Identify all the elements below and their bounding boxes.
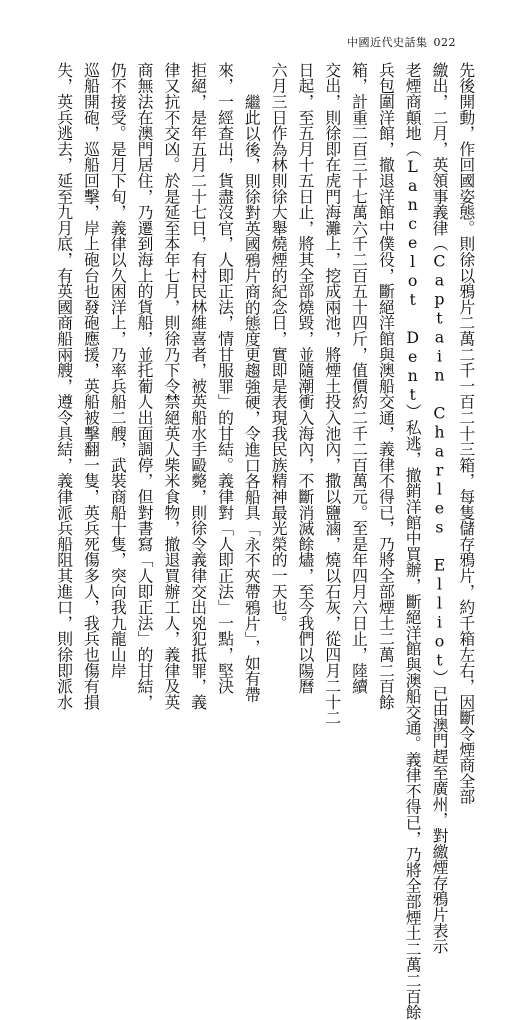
text-column: 六月三日作為林則徐大舉燒煙的紀念日，實即是表現我民族精神最光榮的一天也。 <box>269 62 289 631</box>
text-column: 失，英兵逃去，延至九月底，有英國商船兩艘，遵令具結，義律派兵船阻其進口，則徐即派水 <box>54 62 74 710</box>
text-column: 拒絕，是年五月二十七日，有村民林維喜者，被英船水手毆斃，則徐令義律交出兇犯抵罪，義 <box>188 62 208 710</box>
text-column: 兵包圍洋館，撤退洋館中僕役，斷絕洋館與澳船交通，義律不得已，乃將全部煙土二萬二百餘 <box>376 62 396 710</box>
page-number: 022 <box>433 36 456 49</box>
text-column: 律又抗不交凶。於是延至本年七月，則徐乃下令禁絕英人柴米食物，撤退買辦工人，義律及英 <box>161 62 181 710</box>
text-column: 仍不接受。是月下旬，義律以久困洋上，乃率兵船二艘，武裝商船十隻，突向我九龍山岸 <box>108 62 128 679</box>
paragraph-start-column: 繼此以後，則徐對英國鴉片商的態度更趨強硬，令進口各船具「永不夾帶鴉片」，如有帶 <box>242 93 262 702</box>
text-column: 來，一經查出，貨盡沒官，人即正法，情甘服罪」的甘結。義律對「人即正法」一點，堅決 <box>215 62 235 694</box>
text-column: 日起，至五月十五日止，將其全部燒毀，並隨潮衝入海內，不斷消滅餘燼，至今我們以陽曆 <box>295 62 315 694</box>
vertical-text-body <box>52 62 478 1020</box>
text-column: 巡船開砲，巡船回擊，岸上砲台也發砲應援，英船被擊翻一隻，英兵死傷多人，我兵也傷有損 <box>81 62 101 710</box>
text-column: 交出，則徐即在虎門海灘上，挖成兩池，將煙土投入池內，撒以鹽滷，燒以石灰，從四月二十二 <box>322 62 342 726</box>
text-column: 商無法在澳門居住，乃遷到海上的貨船，並托葡人出面調停，但對書寫「人即正法」的甘結， <box>135 62 155 710</box>
text-column: 老煙商顛地（Lancelot Dent）私逃，撤銷洋館中買辦，斷絕洋館與澳船交通。義律不得已，乃將全部煙土二萬二百餘 <box>403 62 423 1020</box>
running-head <box>347 34 456 50</box>
book-title: 中國近代史話集 <box>347 36 428 49</box>
text-column: 箱，計重二百三十七萬六千二百五十四斤，值價約二千二百萬元。至是年四月六日止，陸續 <box>349 62 369 694</box>
text-column: 繳出，二月，英領事義律（Captain Charles Elliot）已由澳門趕至廣州，對繳煙存鴉片表示 <box>429 62 449 954</box>
text-column: 先後開動，作回國姿態。則徐以鴉片二萬二千一百二十三箱，每隻儲存鴉片，約千箱左右，因斷令煙商全部 <box>456 62 476 805</box>
